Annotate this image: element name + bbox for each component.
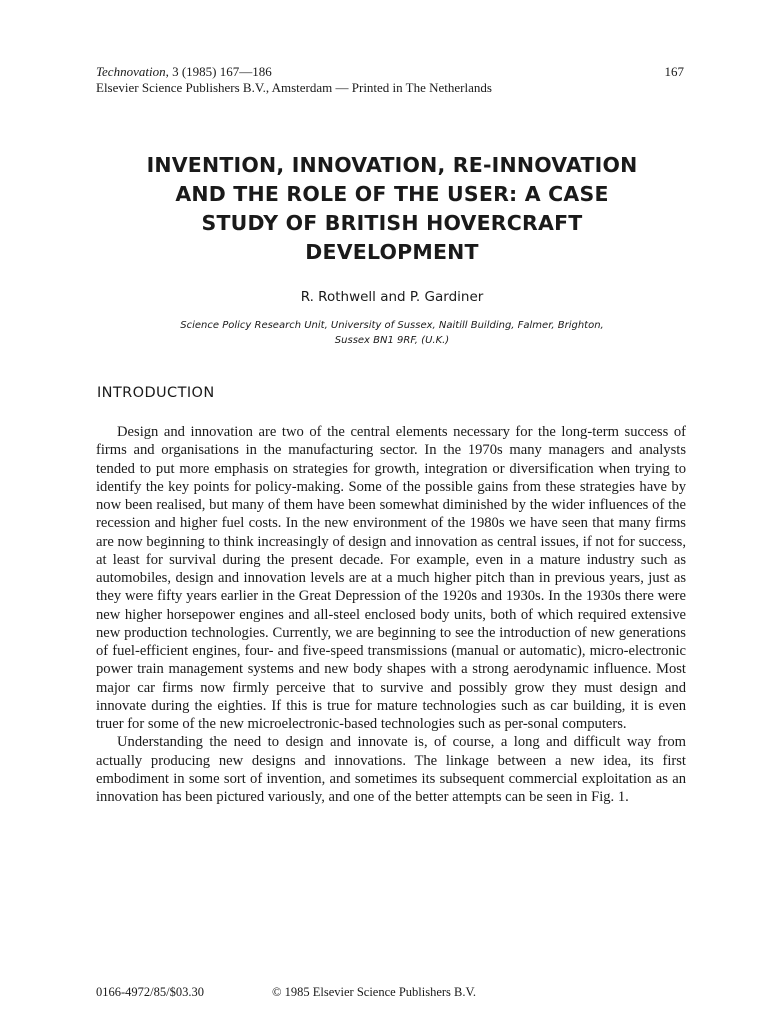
authors: R. Rothwell and P. Gardiner	[300, 289, 484, 305]
footer	[96, 985, 696, 1000]
title-line: INVENTION, INNOVATION, RE-INNOVATION	[146, 153, 638, 177]
publisher-line: Elsevier Science Publishers B.V., Amsterdam — Printed in The Netherlands	[96, 80, 492, 95]
issn-code: 0166-4972/85/$03.30	[96, 985, 204, 999]
page-number: 167	[664, 64, 684, 79]
affiliation-line: Sussex BN1 9RF, (U.K.)	[334, 335, 450, 346]
journal-name: Technovation	[96, 64, 166, 79]
title-line: STUDY OF BRITISH HOVERCRAFT	[201, 211, 583, 235]
copyright: © 1985 Elsevier Science Publishers B.V.	[272, 985, 477, 999]
title-line: DEVELOPMENT	[305, 240, 479, 264]
paragraph: Understanding the need to design and innovate is, of course, a long and difficult way from actually producing new designs and innovations. The linkage between a new idea, its first embodiment in some sort of invention, and sometimes its subsequent commercial exploitation as an innovation has been pictured variously, and one of the better attempts can be seen in Fig. 1.	[96, 734, 686, 805]
article-title	[96, 151, 688, 267]
body-text	[96, 423, 686, 806]
affiliation-line: Science Policy Research Unit, University of Sussex, Naitill Building, Falmer, Brighton,	[180, 320, 604, 331]
paragraph: Design and innovation are two of the central elements necessary for the long-term success of firms and organisations in the manufacturing sector. In the 1970s many managers and analysts tended to put more emphasis on strategies for growth, integration or diversification when trying to identify the key points for policy-making. Some of the possible gains from these strategies have by now been realised, but many of them have been somewhat diminished by the wider influences of the recession and higher fuel costs. In the new environment of the 1980s we have seen that many firms are now beginning to think increasingly of design and innovation as central issues, if not for success, at least for survival during the present decade. For example, even in a mature industry such as automobiles, design and innovation levels are at a much higher pitch than in previous years, just as they were fifty years earlier in the Great Depression of the 1920s and 1930s. In the 1930s there were new higher horsepower engines and all-steel enclosed body units, both of which required extensive new production technologies. Currently, we are beginning to see the introduction of new generations of fuel-efficient engines, four- and five-speed transmissions (manual or automatic), micro-electronic power train management systems and new body shapes with a strong aerodynamic influence. Most major car firms now firmly perceive that to survive and possibly grow they must design and innovate during the eighties. If this is true for mature technologies such as car building, it is even truer for some of the new microelectronic-based technologies such as per-sonal computers.	[96, 424, 686, 732]
journal-citation	[96, 64, 272, 80]
section-heading: INTRODUCTION	[97, 385, 215, 401]
affiliation	[120, 318, 664, 348]
title-line: AND THE ROLE OF THE USER: A CASE	[175, 182, 609, 206]
running-header	[96, 64, 684, 96]
volume-pages: , 3 (1985) 167—186	[165, 64, 272, 79]
